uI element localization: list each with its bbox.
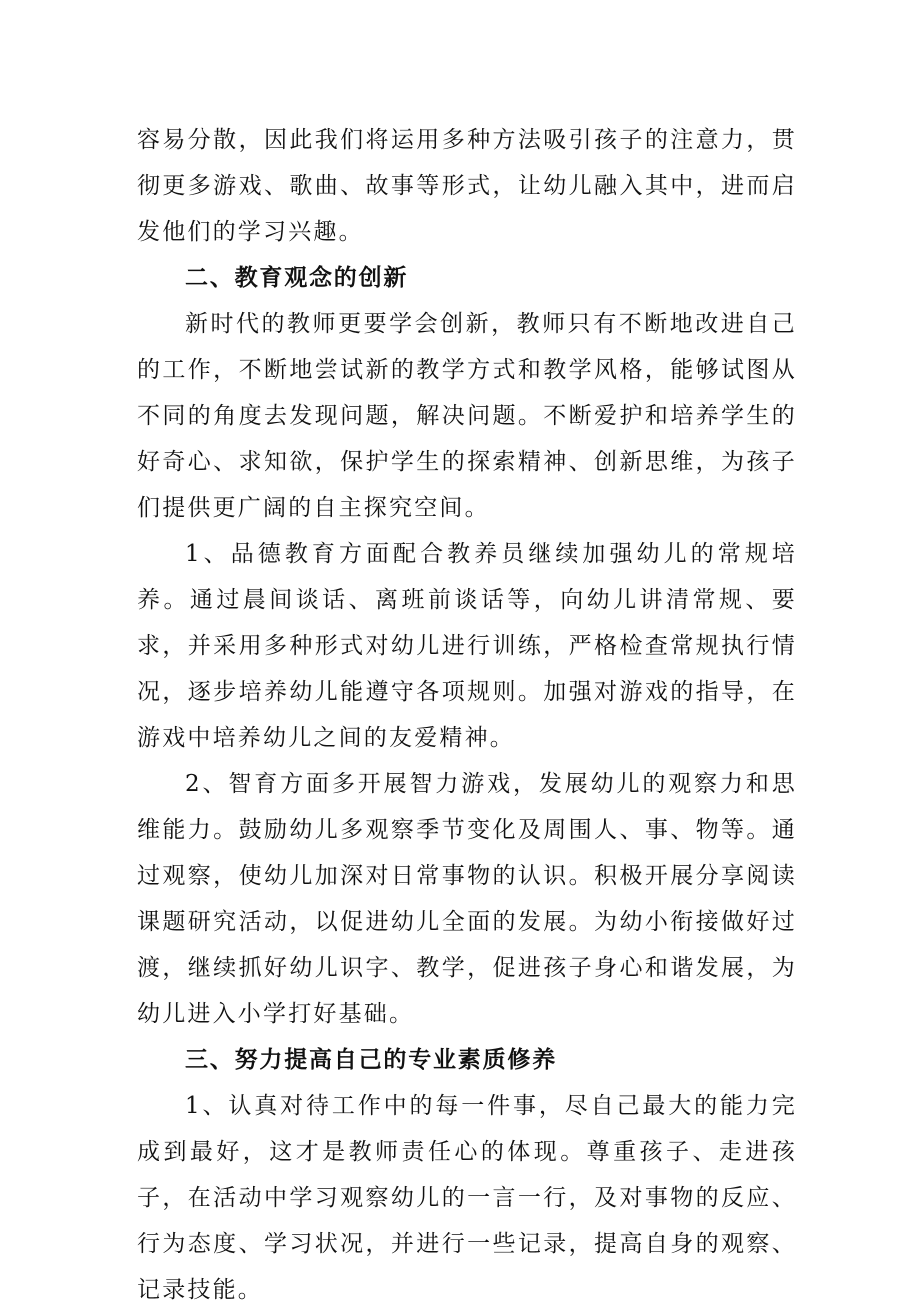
document-body: [137, 117, 797, 1313]
paragraph-moral-education: 1、品德教育方面配合教养员继续加强幼儿的常规培养。通过晨间谈话、离班前谈话等，向幼儿讲清常规、要求，并采用多种形式对幼儿进行训练，严格检查常规执行情况，逐步培养幼儿能遵守各项规则。加强对游戏的指导，在游戏中培养幼儿之间的友爱精神。: [137, 541, 797, 751]
section-heading-2: 二、教育观念的创新: [185, 264, 409, 291]
paragraph-professional-quality: 1、认真对待工作中的每一件事，尽自己最大的能力完成到最好，这才是教师责任心的体现。尊重孩子、走进孩子，在活动中学习观察幼儿的一言一行，及对事物的反应、行为态度、学习状况，并进行一些记录，提高自身的观察、记录技能。: [137, 1093, 797, 1303]
paragraph-innovation: 新时代的教师更要学会创新，教师只有不断地改进自己的工作，不断地尝试新的教学方式和教学风格，能够试图从不同的角度去发现问题，解决问题。不断爱护和培养学生的好奇心、求知欲，保护学生的探索精神、创新思维，为孩子们提供更广阔的自主探究空间。: [137, 311, 797, 521]
paragraph-intellectual-education: 2、智育方面多开展智力游戏，发展幼儿的观察力和思维能力。鼓励幼儿多观察季节变化及周围人、事、物等。通过观察，使幼儿加深对日常事物的认识。积极开展分享阅读课题研究活动，以促进幼儿全面的发展。为幼小衔接做好过渡，继续抓好幼儿识字、教学，促进孩子身心和谐发展，为幼儿进入小学打好基础。: [137, 771, 797, 1027]
section-heading-3: 三、努力提高自己的专业素质修养: [185, 1046, 557, 1073]
paragraph-continuation: 容易分散，因此我们将运用多种方法吸引孩子的注意力，贯彻更多游戏、歌曲、故事等形式，让幼儿融入其中，进而启发他们的学习兴趣。: [137, 127, 797, 245]
